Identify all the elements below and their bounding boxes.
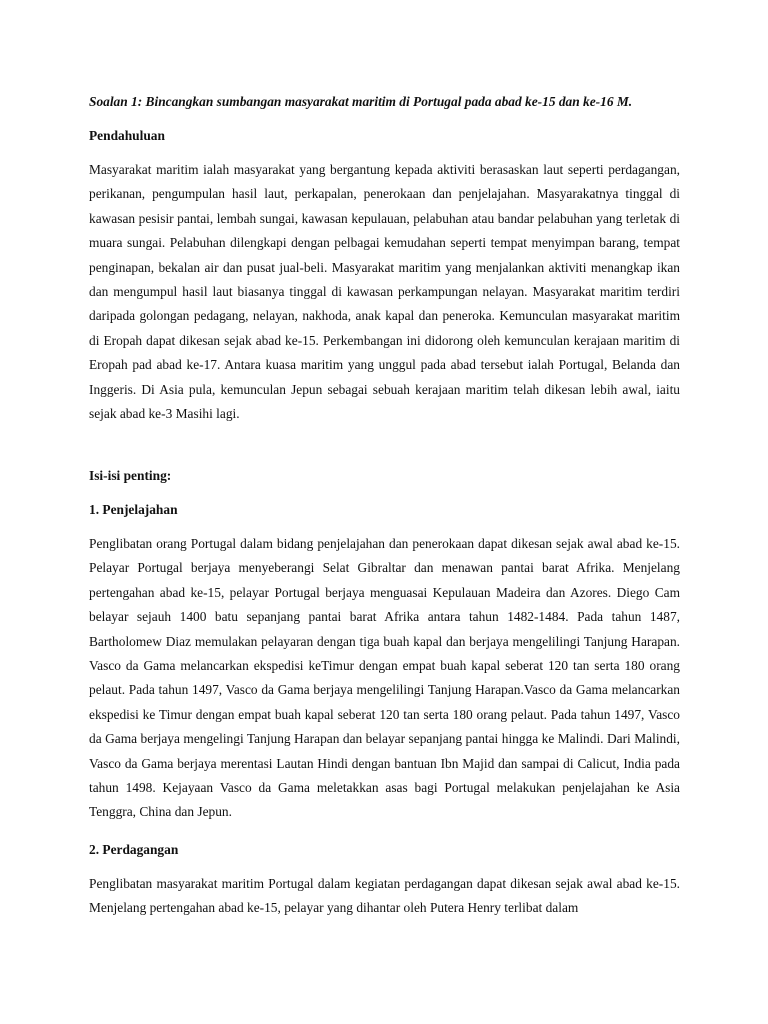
paragraph-perdagangan: Penglibatan masyarakat maritim Portugal dalam kegiatan perdagangan dapat dikesan sejak awal abad ke-15. Menjelang pertengahan abad ke-15, pelayar yang dihantar oleh Putera Henry terlibat dalam [89, 876, 680, 916]
question-title: Soalan 1: Bincangkan sumbangan masyarakat maritim di Portugal pada abad ke-15 dan ke-16 M. [89, 94, 633, 109]
paragraph-penjelajahan: Penglibatan orang Portugal dalam bidang penjelajahan dan penerokaan dapat dikesan sejak awal abad ke-15. Pelayar Portugal berjaya menyeberangi Selat Gibraltar dan menawan pantai barat Afrika. Menjelang pertengahan abad ke-15, pelayar Portugal berjaya menguasai Kepulauan Madeira dan Azores. Diego Cam belayar sejauh 1400 batu sepanjang pantai barat Afrika antara tahun 1482-1484. Pada tahun 1487, Bartholomew Diaz memulakan pelayaran dengan tiga buah kapal dan berjaya mengelilingi Tanjung Harapan. Vasco da Gama melancarkan ekspedisi keTimur dengan empat buah kapal seberat 120 tan serta 180 orang pelaut. Pada tahun 1497, Vasco da Gama berjaya mengelilingi Tanjung Harapan.Vasco da Gama melancarkan ekspedisi ke Timur dengan empat buah kapal seberat 120 tan serta 180 orang pelaut. Pada tahun 1497, Vasco da Gama berjaya mengelingi Tanjung Harapan dan belayar sepanjang pantai hingga ke Malindi. Dari Malindi, Vasco da Gama berjaya merentasi Lautan Hindi dengan bantuan Ibn Majid dan sampai di Calicut, India pada tahun 1498. Kejayaan Vasco da Gama meletakkan asas bagi Portugal melakukan penjelajahan ke Asia Tenggra, China dan Jepun. [89, 536, 680, 820]
heading-pendahuluan: Pendahuluan [89, 128, 165, 143]
heading-isi-penting: Isi-isi penting: [89, 468, 172, 483]
paragraph-pendahuluan: Masyarakat maritim ialah masyarakat yang bergantung kepada aktiviti berasaskan laut seperti perdagangan, perikanan, pengumpulan hasil laut, perkapalan, penerokaan dan penjelajahan. Masyarakatnya tinggal di kawasan pesisir pantai, lembah sungai, kawasan kepulauan, pelabuhan atau bandar pelabuhan yang terletak di muara sungai. Pelabuhan dilengkapi dengan pelbagai kemudahan seperti tempat menyimpan barang, tempat penginapan, bekalan air dan pusat jual-beli. Masyarakat maritim yang menjalankan aktiviti menangkap ikan dan mengumpul hasil laut biasanya tinggal di kawasan perkampungan nelayan. Masyarakat maritim terdiri daripada golongan pedagang, nelayan, nakhoda, anak kapal dan peneroka. Kemunculan masyarakat maritim di Eropah dapat dikesan sejak abad ke-15. Perkembangan ini didorong oleh kemunculan kerajaan maritim di Eropah pad abad ke-17. Antara kuasa maritim yang unggul pada abad tersebut ialah Portugal, Belanda dan Inggeris. Di Asia pula, kemunculan Jepun sebagai sebuah kerajaan maritim telah dikesan lebih awal, iaitu sejak abad ke-3 Masihi lagi. [89, 162, 680, 422]
heading-perdagangan: 2. Perdagangan [89, 842, 179, 857]
heading-penjelajahan: 1. Penjelajahan [89, 502, 178, 517]
